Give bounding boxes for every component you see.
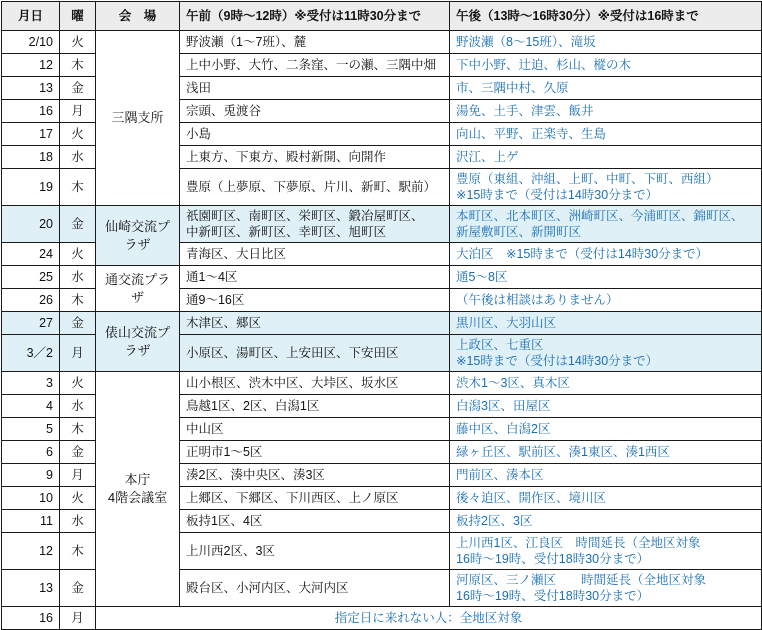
- cell-morning-districts: 通9～16区: [180, 289, 450, 312]
- cell-footer-note: 指定日に来れない人：全地区対象: [96, 607, 762, 630]
- header-afternoon: 午後（13時～16時30分）※受付は16時まで: [450, 2, 762, 31]
- cell-dayofweek: 水: [60, 266, 96, 289]
- cell-morning-districts: 板持1区、4区: [180, 510, 450, 533]
- cell-afternoon-districts: 板持2区、3区: [450, 510, 762, 533]
- cell-dayofweek: 月: [60, 100, 96, 123]
- cell-dayofweek: 金: [60, 570, 96, 607]
- cell-morning-districts: 野波瀬（1～7班）、麓: [180, 31, 450, 54]
- cell-dayofweek: 月: [60, 607, 96, 630]
- cell-date: 4: [2, 395, 60, 418]
- cell-morning-districts: 青海区、大日比区: [180, 243, 450, 266]
- cell-date: 19: [2, 169, 60, 206]
- cell-afternoon-districts: 上政区、七重区 ※15時まで（受付は14時30分まで）: [450, 335, 762, 372]
- cell-dayofweek: 月: [60, 464, 96, 487]
- cell-dayofweek: 木: [60, 418, 96, 441]
- cell-dayofweek: 火: [60, 31, 96, 54]
- cell-afternoon-districts: 藤中区、白潟2区: [450, 418, 762, 441]
- header-morning: 午前（9時～12時）※受付は11時30分まで: [180, 2, 450, 31]
- cell-date: 10: [2, 487, 60, 510]
- cell-dayofweek: 金: [60, 206, 96, 243]
- cell-date: 20: [2, 206, 60, 243]
- cell-afternoon-districts: 野波瀬（8～15班）、滝坂: [450, 31, 762, 54]
- cell-dayofweek: 水: [60, 146, 96, 169]
- schedule-document: [0, 1, 762, 625]
- cell-dayofweek: 火: [60, 243, 96, 266]
- cell-date: 18: [2, 146, 60, 169]
- cell-afternoon-districts: 渋木1～3区、真木区: [450, 372, 762, 395]
- cell-afternoon-districts: 向山、平野、正楽寺、生島: [450, 123, 762, 146]
- cell-morning-districts: 浅田: [180, 77, 450, 100]
- cell-afternoon-districts: 後々迫区、開作区、境川区: [450, 487, 762, 510]
- cell-morning-districts: 木津区、郷区: [180, 312, 450, 335]
- cell-morning-districts: 上中小野、大竹、二条窪、一の瀬、三隅中畑: [180, 54, 450, 77]
- header-place: 会 場: [96, 2, 180, 31]
- cell-date: 16: [2, 607, 60, 630]
- cell-date: 11: [2, 510, 60, 533]
- cell-dayofweek: 木: [60, 289, 96, 312]
- cell-dayofweek: 水: [60, 395, 96, 418]
- cell-dayofweek: 金: [60, 312, 96, 335]
- cell-morning-districts: 小原区、湯町区、上安田区、下安田区: [180, 335, 450, 372]
- cell-date: 6: [2, 441, 60, 464]
- cell-afternoon-districts: 大泊区 ※15時まで（受付は14時30分まで）: [450, 243, 762, 266]
- table-row: [2, 206, 762, 243]
- cell-venue: 俵山交流プラザ: [96, 312, 180, 372]
- cell-afternoon-districts: 沢江、上ゲ: [450, 146, 762, 169]
- table-row: [2, 31, 762, 54]
- cell-dayofweek: 金: [60, 77, 96, 100]
- table-row: [2, 312, 762, 335]
- cell-afternoon-districts: 通5～8区: [450, 266, 762, 289]
- cell-date: 5: [2, 418, 60, 441]
- cell-afternoon-districts: 市、三隅中村、久原: [450, 77, 762, 100]
- cell-afternoon-districts: 門前区、湊本区: [450, 464, 762, 487]
- cell-morning-districts: 殿台区、小河内区、大河内区: [180, 570, 450, 607]
- cell-dayofweek: 金: [60, 441, 96, 464]
- cell-morning-districts: 宗頭、兎渡谷: [180, 100, 450, 123]
- cell-afternoon-districts: 緑ヶ丘区、駅前区、湊1東区、湊1西区: [450, 441, 762, 464]
- cell-morning-districts: 鳥越1区、2区、白潟1区: [180, 395, 450, 418]
- cell-morning-districts: 正明市1～5区: [180, 441, 450, 464]
- cell-morning-districts: 上東方、下東方、殿村新開、向開作: [180, 146, 450, 169]
- table-row: [2, 372, 762, 395]
- table-row-footer: [2, 607, 762, 630]
- cell-dayofweek: 木: [60, 54, 96, 77]
- table-row: [2, 266, 762, 289]
- cell-date: 13: [2, 77, 60, 100]
- cell-morning-districts: 上郷区、下郷区、下川西区、上ノ原区: [180, 487, 450, 510]
- cell-afternoon-districts: 上川西1区、江良区 時間延長（全地区対象 16時～19時、受付18時30分まで）: [450, 533, 762, 570]
- cell-date: 3: [2, 372, 60, 395]
- cell-date: 25: [2, 266, 60, 289]
- cell-afternoon-districts: 湯免、土手、津雲、飯井: [450, 100, 762, 123]
- cell-morning-districts: 中山区: [180, 418, 450, 441]
- cell-morning-districts: 祇園町区、南町区、栄町区、鍛冶屋町区、 中新町区、新町区、幸町区、旭町区: [180, 206, 450, 243]
- cell-afternoon-districts: （午後は相談はありません）: [450, 289, 762, 312]
- cell-venue: 三隅支所: [96, 31, 180, 206]
- header-date: 月日: [2, 2, 60, 31]
- cell-date: 12: [2, 54, 60, 77]
- cell-dayofweek: 火: [60, 123, 96, 146]
- cell-dayofweek: 火: [60, 487, 96, 510]
- cell-morning-districts: 山小根区、渋木中区、大垰区、坂水区: [180, 372, 450, 395]
- cell-afternoon-districts: 黒川区、大羽山区: [450, 312, 762, 335]
- cell-dayofweek: 火: [60, 372, 96, 395]
- cell-venue: 本庁 4階会議室: [96, 372, 180, 607]
- cell-date: 27: [2, 312, 60, 335]
- cell-afternoon-districts: 白潟3区、田屋区: [450, 395, 762, 418]
- cell-date: 13: [2, 570, 60, 607]
- cell-dayofweek: 月: [60, 335, 96, 372]
- cell-morning-districts: 湊2区、湊中央区、湊3区: [180, 464, 450, 487]
- cell-afternoon-districts: 下中小野、辻迫、杉山、樅の木: [450, 54, 762, 77]
- cell-date: 16: [2, 100, 60, 123]
- cell-date: 26: [2, 289, 60, 312]
- cell-afternoon-districts: 豊原（東組、沖組、上町、中町、下町、西組） ※15時まで（受付は14時30分まで）: [450, 169, 762, 206]
- schedule-table: [1, 1, 762, 630]
- table-header: [2, 2, 762, 31]
- cell-afternoon-districts: 本町区、北本町区、洲崎町区、今浦町区、錦町区、 新屋敷町区、新開町区: [450, 206, 762, 243]
- cell-morning-districts: 小島: [180, 123, 450, 146]
- cell-morning-districts: 上川西2区、3区: [180, 533, 450, 570]
- cell-dayofweek: 水: [60, 510, 96, 533]
- cell-date: 3／2: [2, 335, 60, 372]
- cell-morning-districts: 豊原（上夢原、下夢原、片川、新町、駅前）: [180, 169, 450, 206]
- cell-date: 17: [2, 123, 60, 146]
- cell-date: 24: [2, 243, 60, 266]
- cell-venue: 仙崎交流プラザ: [96, 206, 180, 266]
- cell-date: 2/10: [2, 31, 60, 54]
- cell-venue: 通交流プラザ: [96, 266, 180, 312]
- cell-morning-districts: 通1～4区: [180, 266, 450, 289]
- cell-date: 9: [2, 464, 60, 487]
- cell-date: 12: [2, 533, 60, 570]
- cell-dayofweek: 木: [60, 533, 96, 570]
- cell-dayofweek: 木: [60, 169, 96, 206]
- header-dow: 曜: [60, 2, 96, 31]
- table-body: [2, 31, 762, 630]
- cell-afternoon-districts: 河原区、三ノ瀬区 時間延長（全地区対象 16時～19時、受付18時30分まで）: [450, 570, 762, 607]
